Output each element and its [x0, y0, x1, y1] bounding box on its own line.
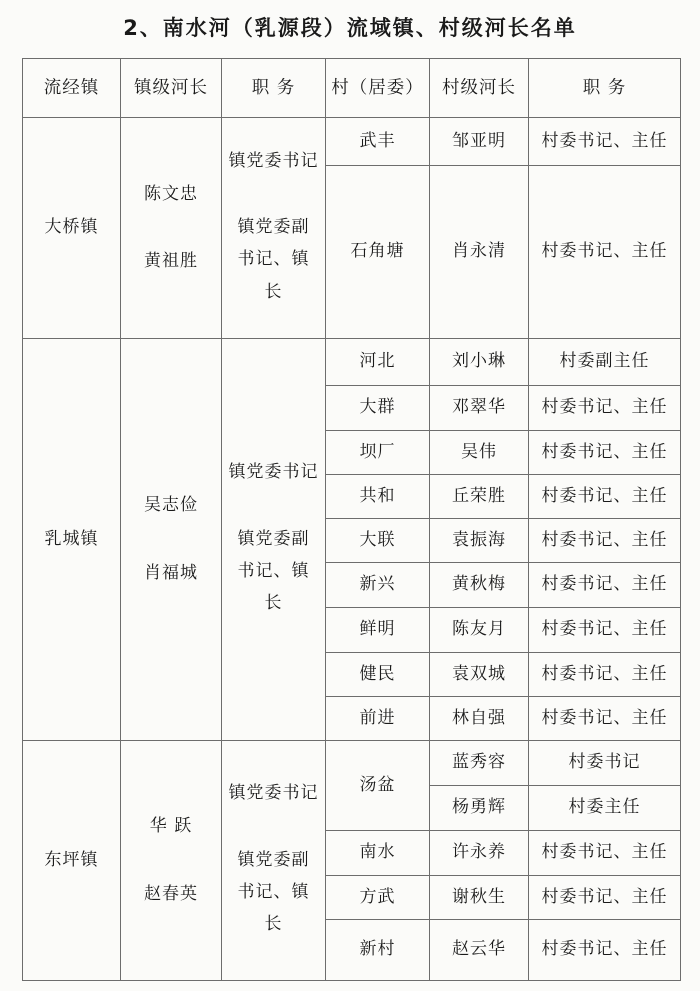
town-post: 镇党委副书记、镇长	[237, 528, 310, 614]
village-chief-post: 村委书记、主任	[528, 474, 681, 519]
town-name: 东坪镇	[22, 740, 121, 981]
village-chief-post: 村委书记、主任	[528, 607, 681, 653]
town-name: 乳城镇	[22, 338, 121, 741]
column-header: 镇级河长	[120, 58, 222, 118]
village-name: 新兴	[325, 562, 430, 608]
village-chief-post: 村委书记、主任	[528, 652, 681, 697]
village-chief-name: 蓝秀容	[429, 740, 529, 786]
village-chief-name: 邓翠华	[429, 385, 529, 431]
village-chief-post: 村委书记、主任	[528, 117, 681, 166]
village-name: 共和	[325, 474, 430, 519]
column-header: 村级河长	[429, 58, 529, 118]
column-header: 职 务	[221, 58, 326, 118]
column-header: 村（居委）	[325, 58, 430, 118]
town-post: 镇党委副书记、镇长	[237, 849, 310, 935]
village-chief-name: 袁双城	[429, 652, 529, 697]
village-name: 南水	[325, 830, 430, 876]
town-posts-cell	[221, 740, 326, 981]
town-post: 镇党委书记	[228, 783, 319, 804]
town-chief-name: 赵春英	[144, 883, 198, 904]
village-chief-name: 陈友月	[429, 607, 529, 653]
village-chief-post: 村委书记、主任	[528, 165, 681, 339]
town-chief-name: 黄祖胜	[144, 251, 198, 271]
village-chief-post: 村委书记、主任	[528, 430, 681, 475]
village-name: 坝厂	[325, 430, 430, 475]
village-name: 武丰	[325, 117, 430, 166]
town-name: 大桥镇	[22, 117, 121, 339]
village-name: 汤盆	[325, 740, 430, 831]
town-chief-name: 吴志俭	[144, 495, 198, 516]
village-chief-name: 邹亚明	[429, 117, 529, 166]
village-chief-name: 吴伟	[429, 430, 529, 475]
column-header: 流经镇	[22, 58, 121, 118]
village-chief-post: 村委书记	[528, 740, 681, 786]
village-chief-name: 谢秋生	[429, 875, 529, 920]
village-chief-post: 村委书记、主任	[528, 562, 681, 608]
town-chiefs-cell	[120, 740, 222, 981]
village-name: 新村	[325, 919, 430, 981]
town-post: 镇党委副书记、镇长	[237, 217, 310, 302]
town-posts-cell	[221, 338, 326, 741]
village-name: 健民	[325, 652, 430, 697]
village-chief-name: 刘小琳	[429, 338, 529, 386]
town-posts-cell	[221, 117, 326, 339]
village-chief-name: 黄秋梅	[429, 562, 529, 608]
village-chief-name: 丘荣胜	[429, 474, 529, 519]
column-header: 职 务	[528, 58, 681, 118]
town-chief-name: 肖福城	[144, 562, 198, 583]
village-name: 河北	[325, 338, 430, 386]
town-chiefs-cell	[120, 338, 222, 741]
town-post: 镇党委书记	[228, 150, 319, 171]
village-chief-post: 村委书记、主任	[528, 385, 681, 431]
village-chief-name: 许永养	[429, 830, 529, 876]
village-name: 大群	[325, 385, 430, 431]
village-chief-name: 赵云华	[429, 919, 529, 981]
village-chief-name: 袁振海	[429, 518, 529, 563]
village-chief-post: 村委主任	[528, 785, 681, 831]
village-chief-name: 肖永清	[429, 165, 529, 339]
page-title: 2、南水河（乳源段）流域镇、村级河长名单	[123, 16, 577, 40]
village-chief-post: 村委副主任	[528, 338, 681, 386]
town-post: 镇党委书记	[228, 462, 319, 483]
village-name: 前进	[325, 696, 430, 741]
town-chief-name: 华 跃	[149, 816, 193, 837]
village-chief-post: 村委书记、主任	[528, 518, 681, 563]
village-chief-post: 村委书记、主任	[528, 830, 681, 876]
village-name: 鲜明	[325, 607, 430, 653]
village-chief-post: 村委书记、主任	[528, 919, 681, 981]
town-chief-name: 陈文忠	[144, 183, 198, 204]
village-chief-post: 村委书记、主任	[528, 696, 681, 741]
village-chief-name: 杨勇辉	[429, 785, 529, 831]
village-chief-post: 村委书记、主任	[528, 875, 681, 920]
village-name: 石角塘	[325, 165, 430, 339]
village-name: 大联	[325, 518, 430, 563]
town-chiefs-cell	[120, 117, 222, 339]
village-name: 方武	[325, 875, 430, 920]
village-chief-name: 林自强	[429, 696, 529, 741]
